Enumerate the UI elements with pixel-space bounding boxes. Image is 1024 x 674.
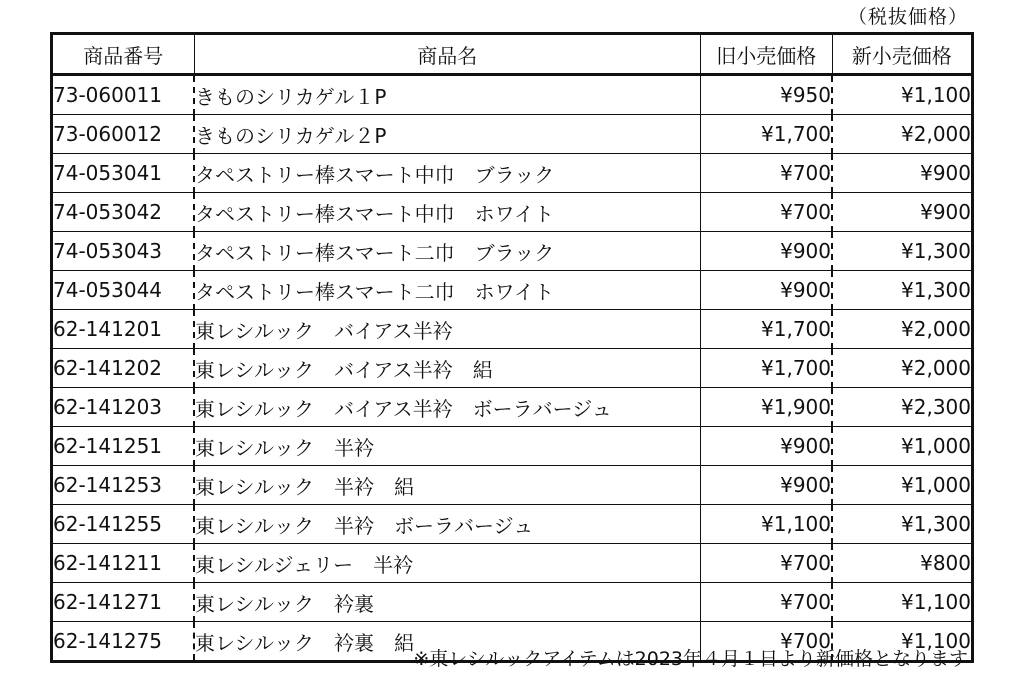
new-price-cell: ¥1,000: [832, 466, 973, 505]
tax-note: （税抜価格）: [847, 6, 968, 28]
old-price-cell: ¥700: [701, 583, 833, 622]
table-header-row: [52, 34, 973, 75]
product-code-cell: 73-060012: [52, 115, 195, 154]
new-price-cell: ¥900: [832, 193, 973, 232]
product-name-cell: 東レシルック バイアス半衿: [194, 310, 701, 349]
new-price-cell: ¥2,000: [832, 310, 973, 349]
old-price-cell: ¥900: [701, 271, 833, 310]
product-code-cell: 74-053042: [52, 193, 195, 232]
old-price-cell: ¥1,700: [701, 310, 833, 349]
product-name-cell: きものシリカゲル２P: [194, 115, 701, 154]
table-row: [52, 310, 973, 349]
new-price-cell: ¥1,300: [832, 232, 973, 271]
table-row: [52, 271, 973, 310]
table-row: [52, 583, 973, 622]
header-product-code: 商品番号: [52, 34, 195, 75]
product-code-cell: 62-141255: [52, 505, 195, 544]
table-row: [52, 349, 973, 388]
product-code-cell: 73-060011: [52, 75, 195, 115]
product-name-cell: きものシリカゲル１P: [194, 75, 701, 115]
new-price-cell: ¥900: [832, 154, 973, 193]
new-price-cell: ¥1,100: [832, 75, 973, 115]
old-price-cell: ¥900: [701, 427, 833, 466]
table-row: [52, 193, 973, 232]
product-code-cell: 74-053041: [52, 154, 195, 193]
old-price-cell: ¥900: [701, 466, 833, 505]
product-name-cell: 東レシルック 衿裏: [194, 583, 701, 622]
table-row: [52, 75, 973, 115]
product-name-cell: 東レシルック 衿裏 絽: [194, 622, 701, 662]
product-name-cell: タペストリー棒スマート中巾 ブラック: [194, 154, 701, 193]
product-code-cell: 62-141203: [52, 388, 195, 427]
new-price-cell: ¥2,000: [832, 349, 973, 388]
new-price-cell: ¥2,300: [832, 388, 973, 427]
table-row: [52, 427, 973, 466]
old-price-cell: ¥1,100: [701, 505, 833, 544]
product-name-cell: 東レシルック 半衿 ボーラバージュ: [194, 505, 701, 544]
new-price-cell: ¥1,300: [832, 271, 973, 310]
old-price-cell: ¥1,700: [701, 115, 833, 154]
table-row: [52, 544, 973, 583]
old-price-cell: ¥1,700: [701, 349, 833, 388]
old-price-cell: ¥700: [701, 193, 833, 232]
product-name-cell: 東レシルック バイアス半衿 絽: [194, 349, 701, 388]
product-name-cell: 東レシルック 半衿 絽: [194, 466, 701, 505]
price-table: [50, 32, 974, 663]
new-price-cell: ¥800: [832, 544, 973, 583]
product-code-cell: 62-141202: [52, 349, 195, 388]
new-price-cell: ¥2,000: [832, 115, 973, 154]
new-price-cell: ¥1,000: [832, 427, 973, 466]
old-price-cell: ¥950: [701, 75, 833, 115]
new-price-cell: ¥1,300: [832, 505, 973, 544]
header-new-price: 新小売価格: [832, 34, 973, 75]
product-name-cell: 東レシルジェリー 半衿: [194, 544, 701, 583]
header-old-price: 旧小売価格: [701, 34, 833, 75]
old-price-cell: ¥700: [701, 544, 833, 583]
table-row: [52, 388, 973, 427]
product-name-cell: タペストリー棒スマート二巾 ホワイト: [194, 271, 701, 310]
footnote: ※東レシルックアイテムは2023年４月１日より新価格となります: [413, 648, 968, 670]
table-row: [52, 505, 973, 544]
old-price-cell: ¥1,900: [701, 388, 833, 427]
new-price-cell: ¥1,100: [832, 583, 973, 622]
product-code-cell: 62-141211: [52, 544, 195, 583]
product-code-cell: 74-053043: [52, 232, 195, 271]
old-price-cell: ¥700: [701, 622, 833, 662]
header-product-name: 商品名: [194, 34, 701, 75]
table-row: [52, 115, 973, 154]
old-price-cell: ¥700: [701, 154, 833, 193]
product-code-cell: 62-141275: [52, 622, 195, 662]
table-row: [52, 154, 973, 193]
new-price-cell: ¥1,100: [901, 629, 971, 653]
table-row: [52, 232, 973, 271]
product-code-cell: 74-053044: [52, 271, 195, 310]
old-price-cell: ¥900: [701, 232, 833, 271]
product-code-cell: 62-141271: [52, 583, 195, 622]
product-name-cell: 東レシルック 半衿: [194, 427, 701, 466]
table-row: [52, 466, 973, 505]
product-name-cell: タペストリー棒スマート中巾 ホワイト: [194, 193, 701, 232]
product-code-cell: 62-141253: [52, 466, 195, 505]
product-name-cell: 東レシルック バイアス半衿 ボーラバージュ: [194, 388, 701, 427]
product-name-cell: タペストリー棒スマート二巾 ブラック: [194, 232, 701, 271]
product-code-cell: 62-141251: [52, 427, 195, 466]
product-code-cell: 62-141201: [52, 310, 195, 349]
